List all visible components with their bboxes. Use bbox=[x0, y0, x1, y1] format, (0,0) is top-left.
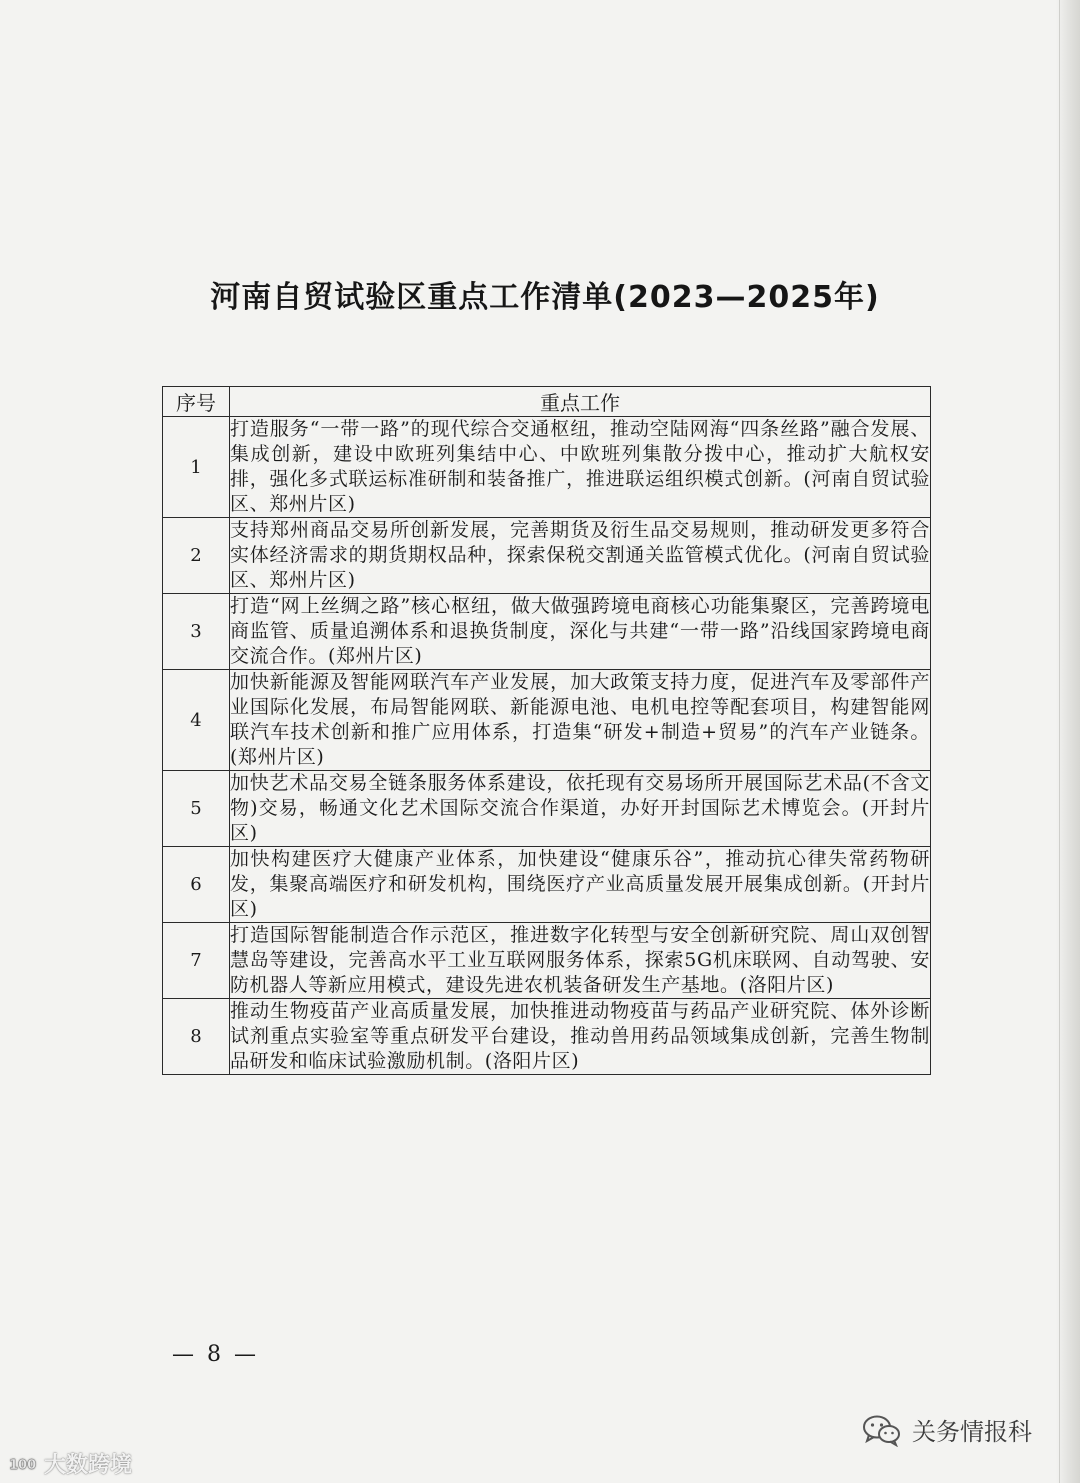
table-row bbox=[163, 518, 931, 594]
row-number: 5 bbox=[163, 771, 230, 847]
row-number: 6 bbox=[163, 847, 230, 923]
row-work-text: 推动生物疫苗产业高质量发展，加快推进动物疫苗与药品产业研究院、体外诊断试剂重点实验室等重点研发平台建设，推动兽用药品领域集成创新，完善生物制品研发和临床试验激励机制。(洛阳片区) bbox=[230, 999, 931, 1075]
table-row bbox=[163, 594, 931, 670]
table-row bbox=[163, 999, 931, 1075]
watermark-left bbox=[8, 1448, 132, 1479]
table-header-row bbox=[163, 387, 931, 417]
table-row bbox=[163, 923, 931, 999]
watermark-right-text: 关务情报科 bbox=[912, 1418, 1032, 1446]
row-number: 4 bbox=[163, 670, 230, 771]
header-key-work: 重点工作 bbox=[230, 387, 931, 417]
wechat-icon bbox=[862, 1413, 902, 1447]
table-row bbox=[163, 771, 931, 847]
row-number: 7 bbox=[163, 923, 230, 999]
svg-text:100: 100 bbox=[9, 1457, 37, 1473]
row-number: 8 bbox=[163, 999, 230, 1075]
scan-edge-line bbox=[1059, 0, 1060, 1483]
header-serial-number: 序号 bbox=[163, 387, 230, 417]
row-work-text: 打造“网上丝绸之路”核心枢纽，做大做强跨境电商核心功能集聚区，完善跨境电商监管、质量追溯体系和退换货制度，深化与共建“一带一路”沿线国家跨境电商交流合作。(郑州片区) bbox=[230, 594, 931, 670]
row-number: 3 bbox=[163, 594, 230, 670]
key-work-table bbox=[162, 386, 931, 1075]
watermark-right bbox=[862, 1412, 1032, 1447]
table-row bbox=[163, 670, 931, 771]
row-work-text: 加快构建医疗大健康产业体系，加快建设“健康乐谷”，推动抗心律失常药物研发，集聚高端医疗和研发机构，围绕医疗产业高质量发展开展集成创新。(开封片区) bbox=[230, 847, 931, 923]
table-row bbox=[163, 847, 931, 923]
row-work-text: 加快新能源及智能网联汽车产业发展，加大政策支持力度，促进汽车及零部件产业国际化发展，布局智能网联、新能源电池、电机电控等配套项目，构建智能网联汽车技术创新和推广应用体系，打造集“研发+制造+贸易”的汽车产业链条。(郑州片区) bbox=[230, 670, 931, 771]
brand-logo-icon bbox=[8, 1453, 38, 1475]
document-title: 河南自贸试验区重点工作清单(2023—2025年) bbox=[210, 280, 880, 315]
table-row bbox=[163, 417, 931, 518]
row-work-text: 打造服务“一带一路”的现代综合交通枢纽，推动空陆网海“四条丝路”融合发展、集成创新，建设中欧班列集结中心、中欧班列集散分拨中心，推动扩大航权安排，强化多式联运标准研制和装备推广，推进联运组织模式创新。(河南自贸试验区、郑州片区) bbox=[230, 417, 931, 518]
row-number: 1 bbox=[163, 417, 230, 518]
row-number: 2 bbox=[163, 518, 230, 594]
row-work-text: 加快艺术品交易全链条服务体系建设，依托现有交易场所开展国际艺术品(不含文物)交易，畅通文化艺术国际交流合作渠道，办好开封国际艺术博览会。(开封片区) bbox=[230, 771, 931, 847]
watermark-left-text: 大数跨境 bbox=[44, 1453, 133, 1478]
page-number: — 8 — bbox=[172, 1342, 259, 1367]
row-work-text: 打造国际智能制造合作示范区，推进数字化转型与安全创新研究院、周山双创智慧岛等建设，完善高水平工业互联网服务体系，探索5G机床联网、自动驾驶、安防机器人等新应用模式，建设先进农机装备研发生产基地。(洛阳片区) bbox=[230, 923, 931, 999]
row-work-text: 支持郑州商品交易所创新发展，完善期货及衍生品交易规则，推动研发更多符合实体经济需求的期货期权品种，探索保税交割通关监管模式优化。(河南自贸试验区、郑州片区) bbox=[230, 518, 931, 594]
